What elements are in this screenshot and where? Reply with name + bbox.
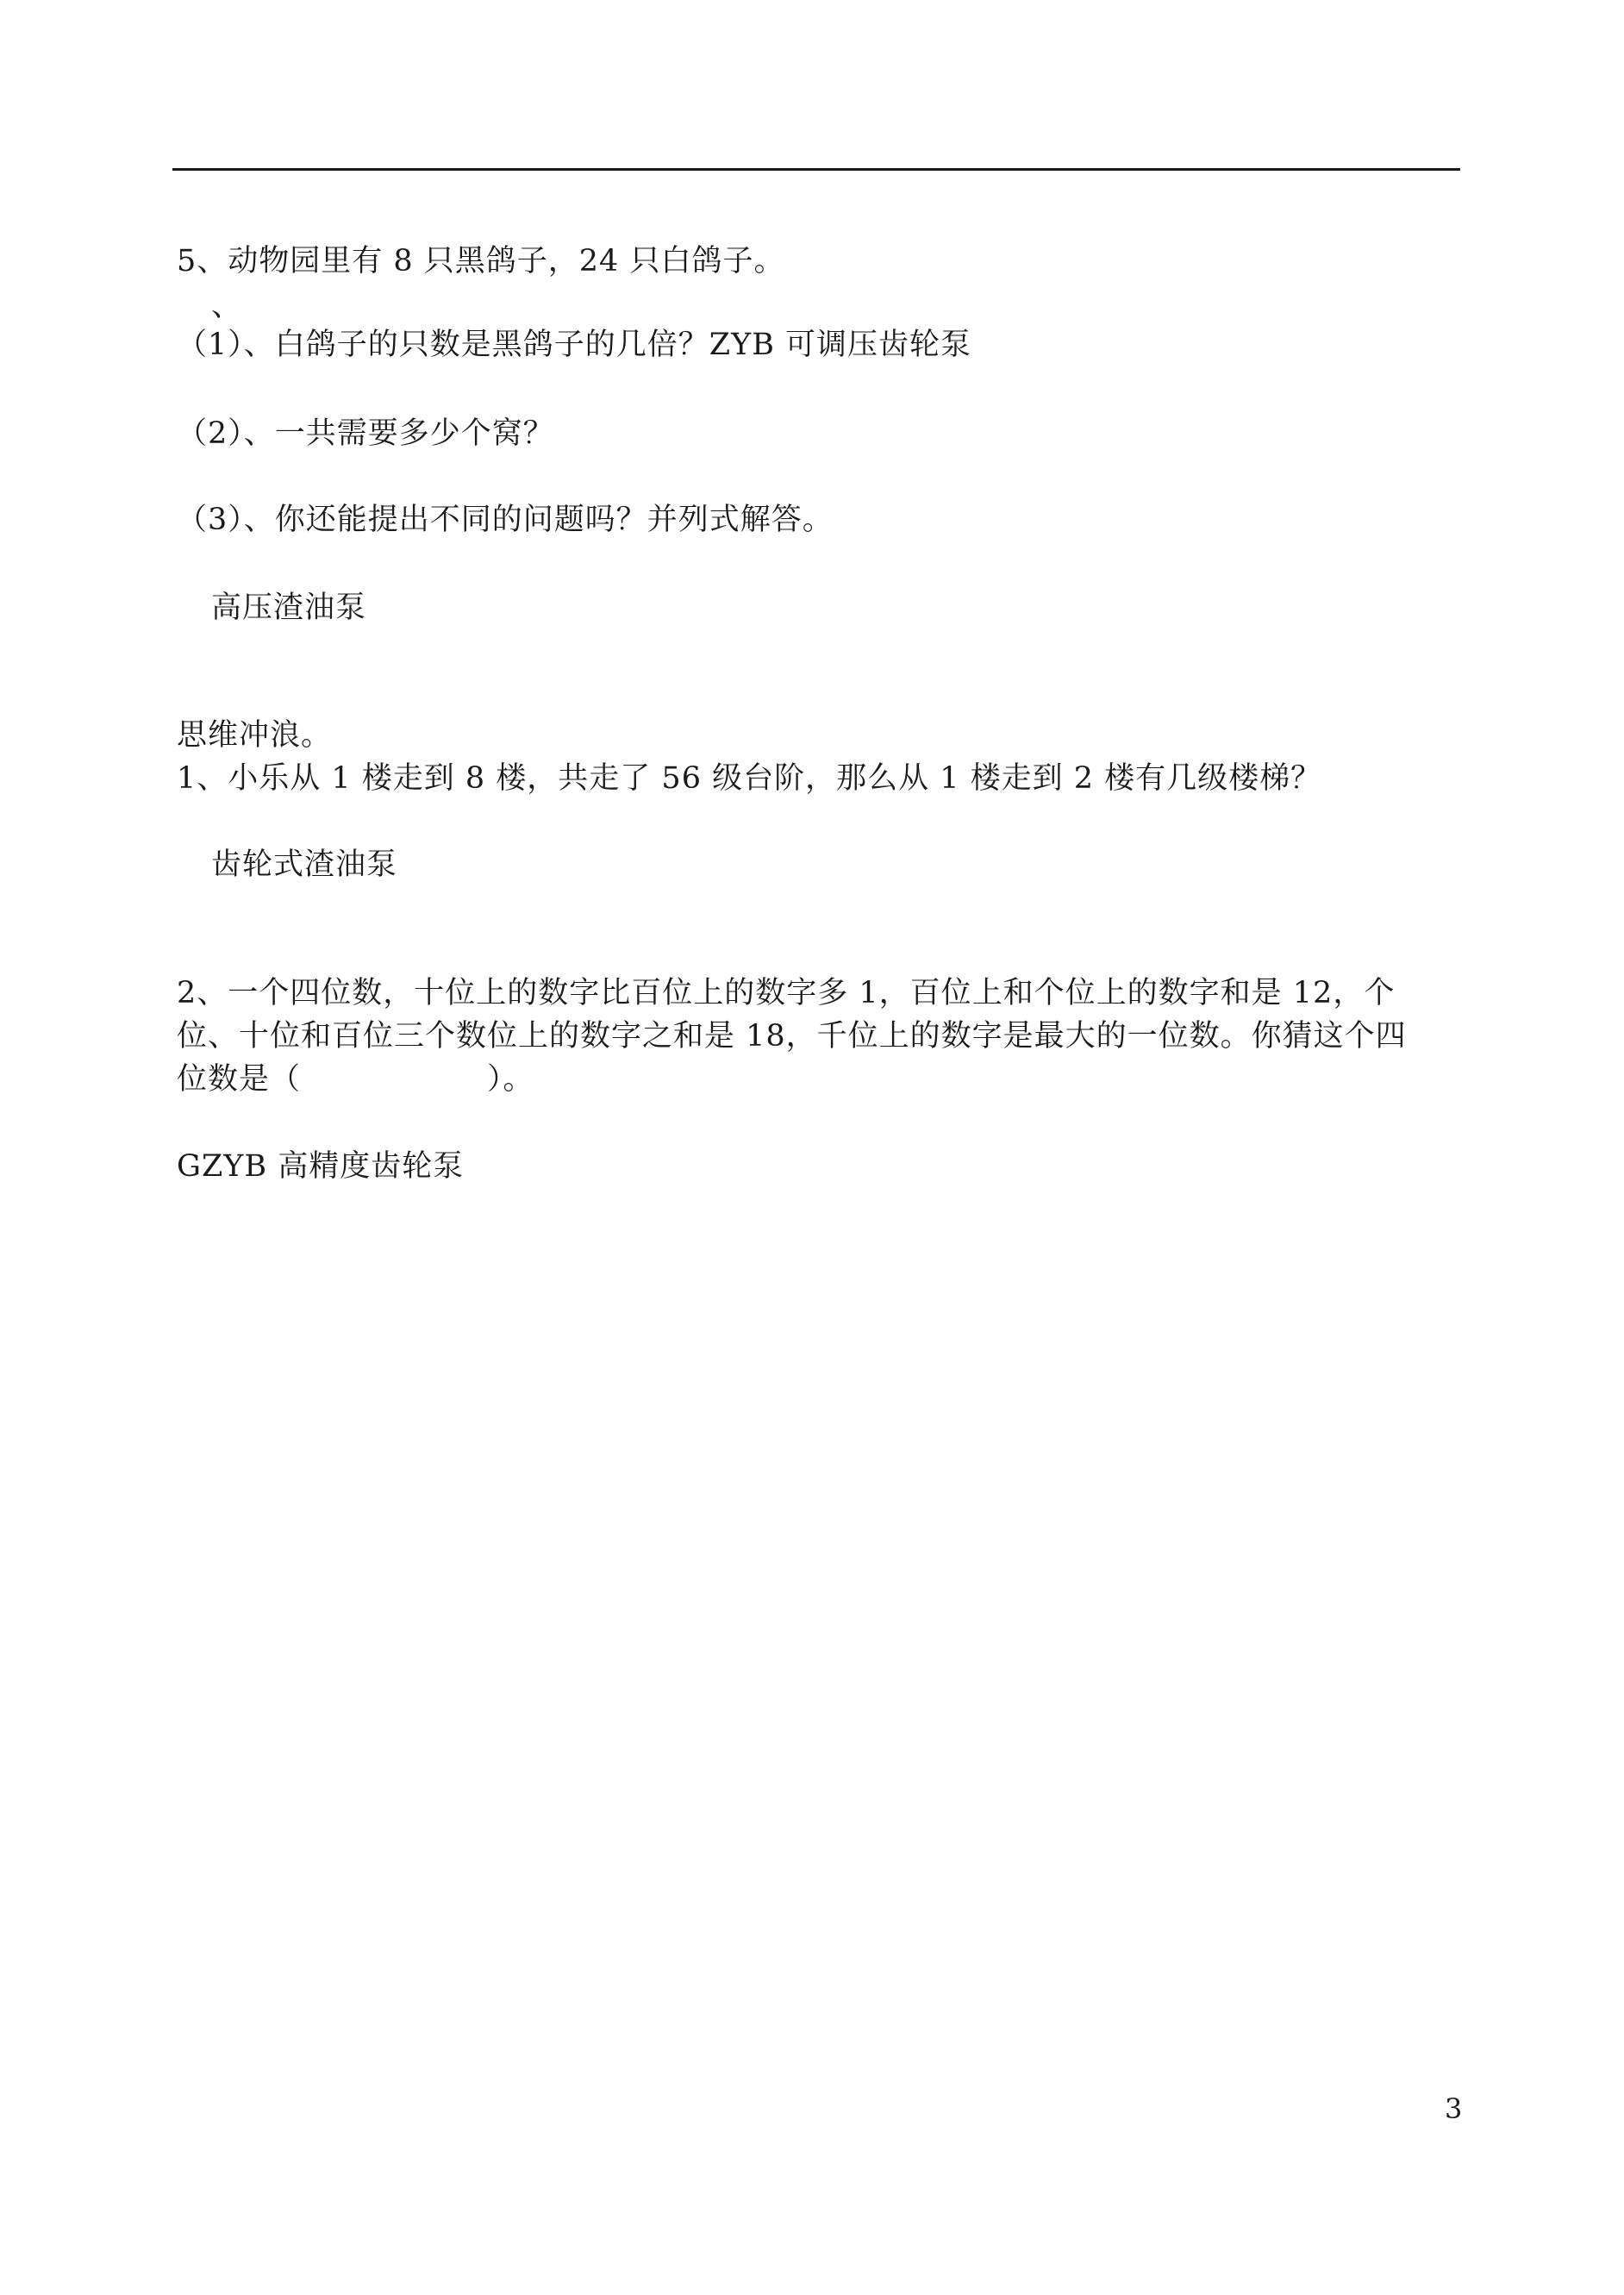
inserted-text-1: 高压渣油泵 <box>211 591 367 625</box>
challenge-question-2-line-1: 2、一个四位数，十位上的数字比百位上的数字多 1，百位上和个位上的数字和是 12，个 <box>177 976 1396 1010</box>
challenge-question-2-line-3: 位数是（ ）。 <box>177 1062 534 1097</box>
header-rule <box>172 168 1460 171</box>
inserted-text-3: GZYB 高精度齿轮泵 <box>177 1149 465 1184</box>
inserted-text-2: 齿轮式渣油泵 <box>211 847 398 882</box>
challenge-question-2-line-2: 位、十位和百位三个数位上的数字之和是 18，千位上的数字是最大的一位数。你猜这个四 <box>177 1019 1407 1054</box>
question-5-part-2: （2）、一共需要多少个窝？ <box>177 416 554 451</box>
page-number: 3 <box>1445 2092 1463 2125</box>
question-5-part-1: （1）、白鸽子的只数是黑鸽子的几倍？ZYB 可调压齿轮泵 <box>177 328 972 362</box>
challenge-question-1: 1、小乐从 1 楼走到 8 楼，共走了 56 级台阶，那么从 1 楼走到 2 楼有几级楼梯？ <box>177 761 1322 796</box>
question-5-stem: 5、动物园里有 8 只黑鸽子，24 只白鸽子。 <box>177 244 785 278</box>
question-5-part-3: （3）、你还能提出不同的问题吗？并列式解答。 <box>177 503 834 537</box>
stray-mark: 、 <box>211 289 242 323</box>
challenge-heading: 思维冲浪。 <box>177 718 333 753</box>
